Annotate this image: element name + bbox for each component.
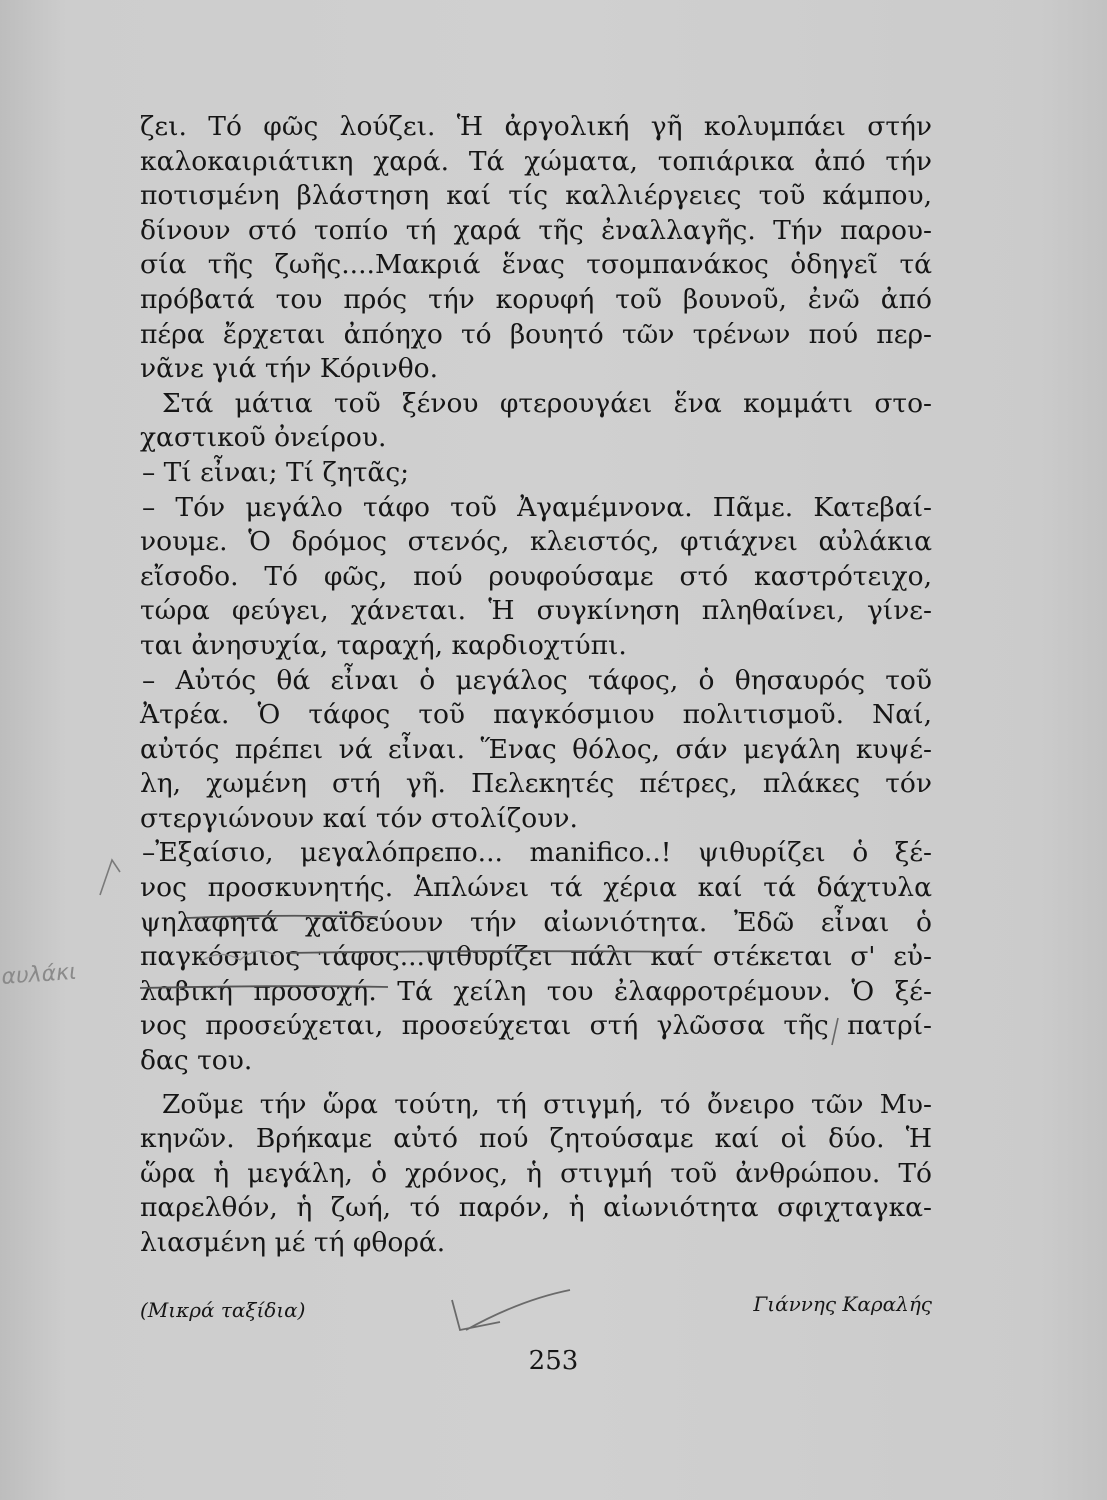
text-line: ὥρα ἡ μεγάλη, ὁ χρόνος, ἡ στιγμή τοῦ ἀνθρώπου. Τό <box>140 1157 932 1189</box>
text-line: νᾶνε γιά τήν Κόρινθο. <box>140 353 439 385</box>
text-line: νουμε. Ὁ δρόμος στενός, κλειστός, φτιάχνει αὐλάκια <box>140 526 932 558</box>
text-line: χαστικοῦ ὀνείρου. <box>140 422 387 454</box>
body-text <box>140 110 932 1261</box>
text-line: Ἀτρέα. Ὁ τάφος τοῦ παγκόσμιου πολιτισμοῦ. Ναί, <box>140 699 932 731</box>
text-line: Ζοῦμε τήν ὥρα τούτη, τή στιγμή, τό ὄνειρο τῶν Μυ- <box>162 1088 932 1120</box>
text-line: ται ἀνησυχία, ταραχή, καρδιοχτύπι. <box>140 629 627 661</box>
dialogue-line: – Τόν μεγάλο τάφο τοῦ Ἀγαμέμνονα. Πᾶμε. Κατεβαί- <box>142 491 932 523</box>
text-line: παγκόσμιος τάφος...ψιθυρίζει πάλι καί στέκεται σ' εὐ- <box>140 941 932 973</box>
text-line: δίνουν στό τοπίο τή χαρά τῆς ἐναλλαγῆς. Τήν παρου- <box>140 214 932 246</box>
text-line: τώρα φεύγει, χάνεται. Ἡ συγκίνηση πληθαίνει, γίνε- <box>140 595 932 627</box>
dialogue-line: – Αὐτός θά εἶναι ὁ μεγάλος τάφος, ὁ θησαυρός τοῦ <box>142 664 932 696</box>
source-title: (Μικρά ταξίδια) <box>140 1298 306 1322</box>
text-line: ψηλαφητά χαϊδεύουν τήν αἰωνιότητα. Ἐδῶ εἶναι ὁ <box>140 906 932 938</box>
text-line: στεργιώνουν καί τόν στολίζουν. <box>140 802 578 834</box>
text-line: νος προσκυνητής. Ἁπλώνει τά χέρια καί τά δάχτυλα <box>140 872 932 904</box>
text-line: παρελθόν, ἡ ζωή, τό παρόν, ἡ αἰωνιότητα σφιχταγκα- <box>140 1192 932 1224</box>
text-line: σία τῆς ζωῆς....Μακριά ἕνας τσομπανάκος ὁδηγεῖ τά <box>140 249 932 281</box>
text-line: Στά μάτια τοῦ ξένου φτερουγάει ἕνα κομμάτι στο- <box>162 387 932 419</box>
author-name: Γιάννης Καραλής <box>753 1292 932 1316</box>
text-line: εἴσοδο. Τό φῶς, πού ρουφούσαμε στό καστρότειχο, <box>140 560 932 592</box>
text-line: λαβική προσοχή. Τά χείλη του ἐλαφροτρέμουν. Ὁ ξέ- <box>140 975 932 1007</box>
text-line: ζει. Τό φῶς λούζει. Ἡ ἀργολική γῆ κολυμπάει στήν <box>140 111 932 142</box>
text-line: λιασμένη μέ τή φθορά. <box>140 1227 446 1258</box>
text-line: δας του. <box>140 1045 253 1077</box>
text-line: νος προσεύχεται, προσεύχεται στή γλῶσσα τῆς πατρί- <box>140 1010 932 1042</box>
dialogue-line: –Ἐξαίσιο, μεγαλόπρεπο... manifico..! ψιθυρίζει ὁ ξέ- <box>142 837 932 869</box>
text-line: αὐτός πρέπει νά εἶναι. Ἕνας θόλος, σάν μεγάλη κυψέ- <box>140 733 932 765</box>
attribution-row <box>140 1292 932 1332</box>
text-line: ποτισμένη βλάστηση καί τίς καλλιέργειες τοῦ κάμπου, <box>140 180 932 212</box>
paragraph-gap <box>140 1079 932 1088</box>
text-line: πρόβατά του πρός τήν κορυφή τοῦ βουνοῦ, ἐνῶ ἀπό <box>140 283 932 315</box>
text-line: κηνῶν. Βρήκαμε αὐτό πού ζητούσαμε καί οἱ δύο. Ἡ <box>140 1123 932 1155</box>
text-line: καλοκαιριάτικη χαρά. Τά χώματα, τοπιάρικα ἀπό τήν <box>140 145 932 177</box>
text-line: λη, χωμένη στή γῆ. Πελεκητές πέτρες, πλάκες τόν <box>140 768 932 800</box>
pencil-tick-mark <box>100 860 120 895</box>
dialogue-line: – Τί εἶναι; Τί ζητᾶς; <box>142 456 410 488</box>
page-number: 253 <box>528 1346 579 1376</box>
margin-note: αυλάκι <box>0 959 78 990</box>
text-line: πέρα ἔρχεται ἀπόηχο τό βουητό τῶν τρένων πού περ- <box>140 318 932 350</box>
